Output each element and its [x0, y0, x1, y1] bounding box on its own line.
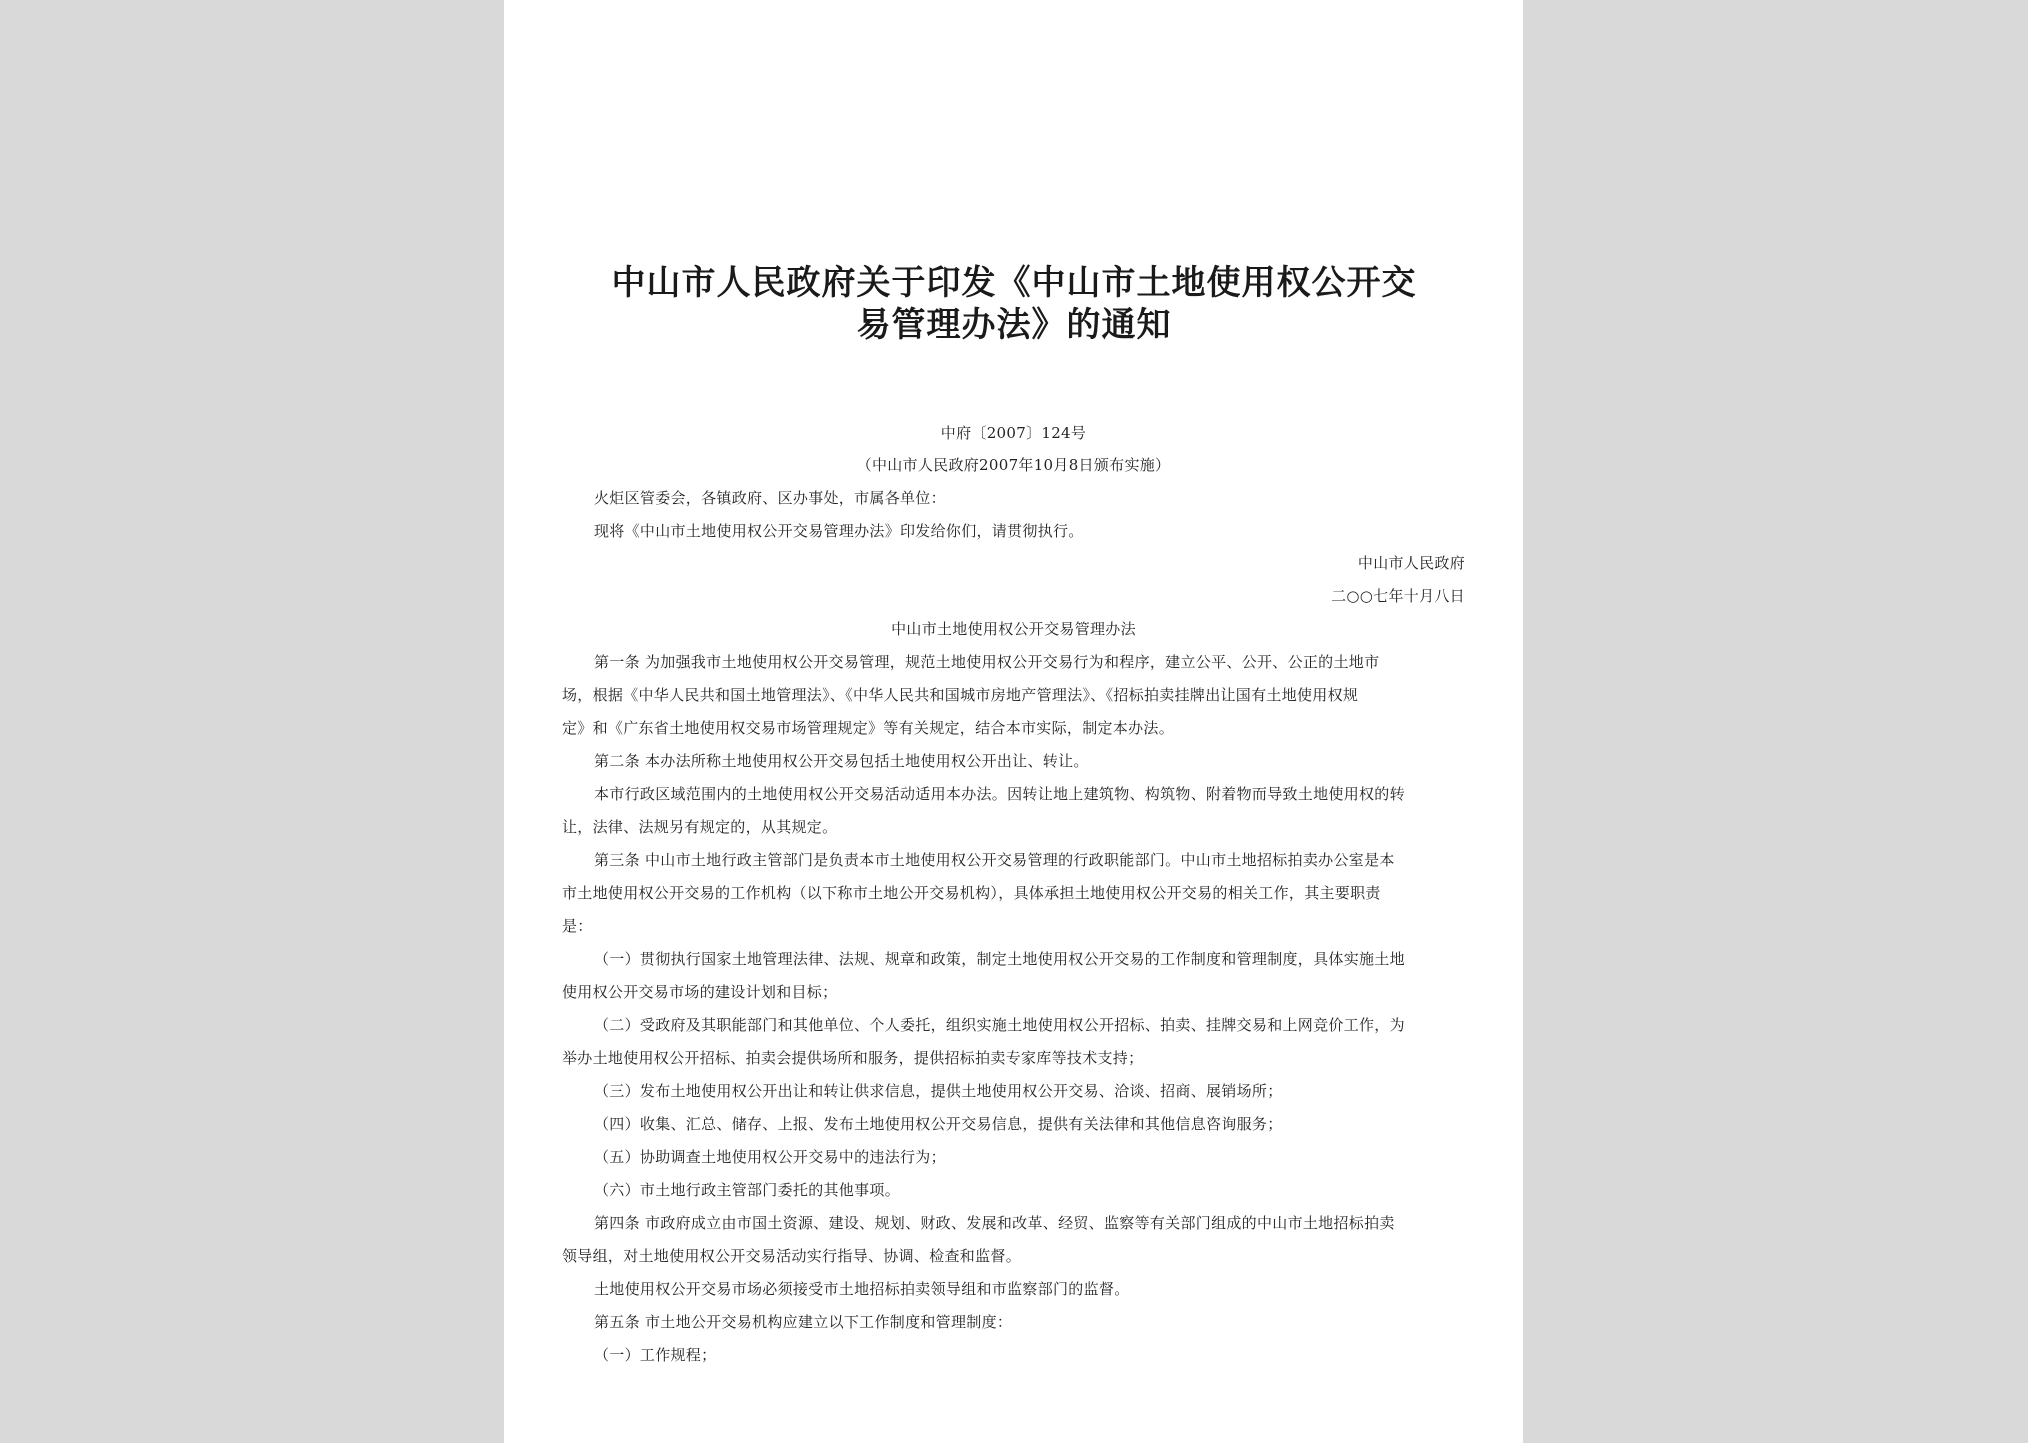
document-title: [584, 262, 1444, 346]
body-line: 是：: [562, 917, 593, 935]
issue-note: （中山市人民政府2007年10月8日颁布实施）: [856, 456, 1171, 474]
doc-number: 中府〔2007〕124号: [940, 424, 1087, 442]
body-line: 第四条 市政府成立由市国土资源、建设、规划、财政、发展和改革、经贸、监察等有关部门组成的中山市土地招标拍卖: [594, 1214, 1395, 1232]
body-line: （三）发布土地使用权公开出让和转让供求信息，提供土地使用权公开交易、洽谈、招商、展销场所；: [594, 1082, 1283, 1100]
body-line: 市土地使用权公开交易的工作机构（以下称市土地公开交易机构），具体承担土地使用权公开交易的相关工作，其主要职责: [562, 884, 1381, 902]
body-line: 第三条 中山市土地行政主管部门是负责本市土地使用权公开交易管理的行政职能部门。中山市土地招标拍卖办公室是本: [594, 851, 1395, 869]
body-line: 让，法律、法规另有规定的，从其规定。: [562, 818, 838, 836]
body-line: 场，根据《中华人民共和国土地管理法》、《中华人民共和国城市房地产管理法》、《招标拍卖挂牌出让国有土地使用权规: [562, 686, 1359, 704]
body-line: 使用权公开交易市场的建设计划和目标；: [562, 983, 838, 1001]
body-line: 领导组，对土地使用权公开交易活动实行指导、协调、检查和监督。: [562, 1247, 1022, 1265]
body-line: （二）受政府及其职能部门和其他单位、个人委托，组织实施土地使用权公开招标、拍卖、挂牌交易和上网竞价工作，为: [594, 1016, 1405, 1034]
document-page: [504, 0, 1523, 1443]
body-line: 举办土地使用权公开招标、拍卖会提供场所和服务，提供招标拍卖专家库等技术支持；: [562, 1049, 1144, 1067]
recipients: 火炬区管委会，各镇政府、区办事处，市属各单位：: [594, 489, 946, 507]
title-line-2: 易管理办法》的通知: [856, 305, 1172, 345]
body-line: （六）市土地行政主管部门委托的其他事项。: [594, 1181, 901, 1199]
body-line: 土地使用权公开交易市场必须接受市土地招标拍卖领导组和市监察部门的监督。: [594, 1280, 1130, 1298]
body-line: 本市行政区域范围内的土地使用权公开交易活动适用本办法。因转让地上建筑物、构筑物、附着物而导致土地使用权的转: [594, 785, 1405, 803]
body-line: 定》和《广东省土地使用权交易市场管理规定》等有关规定，结合本市实际，制定本办法。: [562, 719, 1175, 737]
title-line-1: 中山市人民政府关于印发《中山市土地使用权公开交: [611, 263, 1417, 303]
body-line: 第一条 为加强我市土地使用权公开交易管理，规范土地使用权公开交易行为和程序，建立公平、公开、公正的土地市: [594, 653, 1380, 671]
body-line: （一）贯彻执行国家土地管理法律、法规、规章和政策，制定土地使用权公开交易的工作制度和管理制度，具体实施土地: [594, 950, 1405, 968]
body-line: 第二条 本办法所称土地使用权公开交易包括土地使用权公开出让、转让。: [594, 752, 1089, 770]
sign-date: 二○○七年十月八日: [1331, 587, 1465, 605]
subtitle: 中山市土地使用权公开交易管理办法: [891, 620, 1136, 638]
body-line: （五）协助调查土地使用权公开交易中的违法行为；: [594, 1148, 946, 1166]
signer: 中山市人民政府: [1357, 554, 1465, 572]
body-line: （四）收集、汇总、储存、上报、发布土地使用权公开交易信息，提供有关法律和其他信息咨询服务；: [594, 1115, 1283, 1133]
intro-text: 现将《中山市土地使用权公开交易管理办法》印发给你们，请贯彻执行。: [594, 522, 1084, 540]
body-line: 第五条 市土地公开交易机构应建立以下工作制度和管理制度：: [594, 1313, 1013, 1331]
body-line: （一）工作规程；: [594, 1346, 717, 1364]
